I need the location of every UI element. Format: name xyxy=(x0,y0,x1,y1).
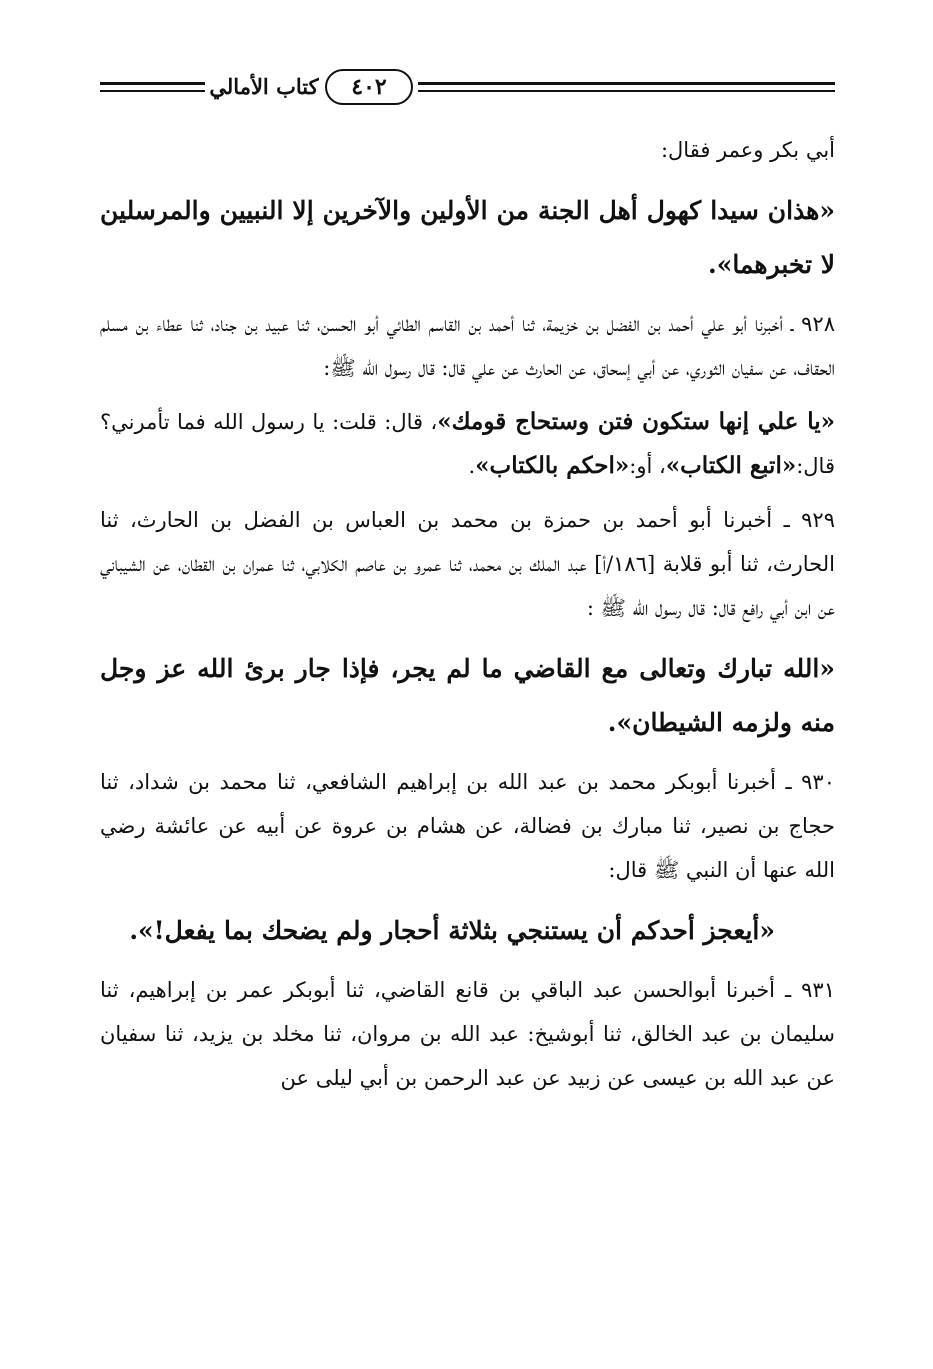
hadith-2-end: . xyxy=(468,454,476,478)
hadith-2-or: ، أو: xyxy=(629,454,666,478)
narration-928: ٩٢٨ ـ أخبرنا أبو علي أحمد بن الفضل بن خزيمة، ثنا أحمد بن القاسم الطائي أبو الحسن، ثنا عبيد بن جناد، ثنا عطاء بن مسلم الحقاف، عن سفيان الثوري، عن أبي إسحاق، عن الحارث عن علي قال: قال رسول الله ﷺ: xyxy=(100,312,835,380)
paragraph-intro: أبي بكر وعمر فقال: xyxy=(660,138,835,162)
hadith-text-4: «أيعجز أحدكم أن يستنجي بثلاثة أحجار ولم يضحك بما يفعل!». xyxy=(129,916,775,945)
hadith-text-3: «الله تبارك وتعالى مع القاضي ما لم يجر، فإذا جار برئ الله عز وجل منه ولزمه الشيطان». xyxy=(100,654,835,737)
hadith-text-2 xyxy=(100,400,835,488)
hadith-2-narration: ، قال: قلت: يا رسول الله فما تأمرني؟ قال: xyxy=(100,410,835,478)
hadith-2-quote-alt: «احكم بالكتاب» xyxy=(475,452,630,479)
hadith-2-quote: «يا علي إنها ستكون فتن وستحاج قومك» xyxy=(437,408,835,435)
book-title: كتاب الأمالي xyxy=(209,74,319,99)
header-rule-left xyxy=(100,82,205,92)
hadith-text-1: «هذان سيدا كهول أهل الجنة من الأولين والآخرين إلا النبيين والمرسلين لا تخبرهما». xyxy=(100,196,835,279)
header-rule-right xyxy=(418,82,835,92)
narration-930: ٩٣٠ ـ أخبرنا أبوبكر محمد بن عبد الله بن إبراهيم الشافعي، ثنا محمد بن شداد، ثنا حجاج بن نصير، ثنا مبارك بن فضالة، عن هشام بن عروة عن أبيه عن عائشة رضي الله عنها أن النبي ﷺ قال: xyxy=(100,770,835,882)
page-number: ٤٠٢ xyxy=(325,69,413,105)
narration-929: ٩٢٩ ـ أخبرنا أبو أحمد بن حمزة بن محمد بن العباس بن الفضل بن الحارث، ثنا الحارث، ثنا أبو قلابة [١٨٦/أ] عبد الملك بن محمد، ثنا عمرو بن عاصم الكلابي، ثنا عمران بن القطان، عن الشيباني عن ابن أبي رافع قال: قال رسول الله ﷺ : xyxy=(100,508,835,620)
hadith-2-quote-follow: «اتبع الكتاب» xyxy=(665,452,797,479)
narration-931: ٩٣١ ـ أخبرنا أبوالحسن عبد الباقي بن قانع القاضي، ثنا أبوبكر عمر بن إبراهيم، ثنا سليمان بن عبد الخالق، ثنا أبوشيخ: عبد الله بن مروان، ثنا مخلد بن يزيد، ثنا سفيان عن عبد الله بن عيسى عن زبيد عن عبد الرحمن بن أبي ليلى عن xyxy=(100,978,835,1090)
page-header xyxy=(100,66,835,112)
page-body xyxy=(100,128,835,1100)
